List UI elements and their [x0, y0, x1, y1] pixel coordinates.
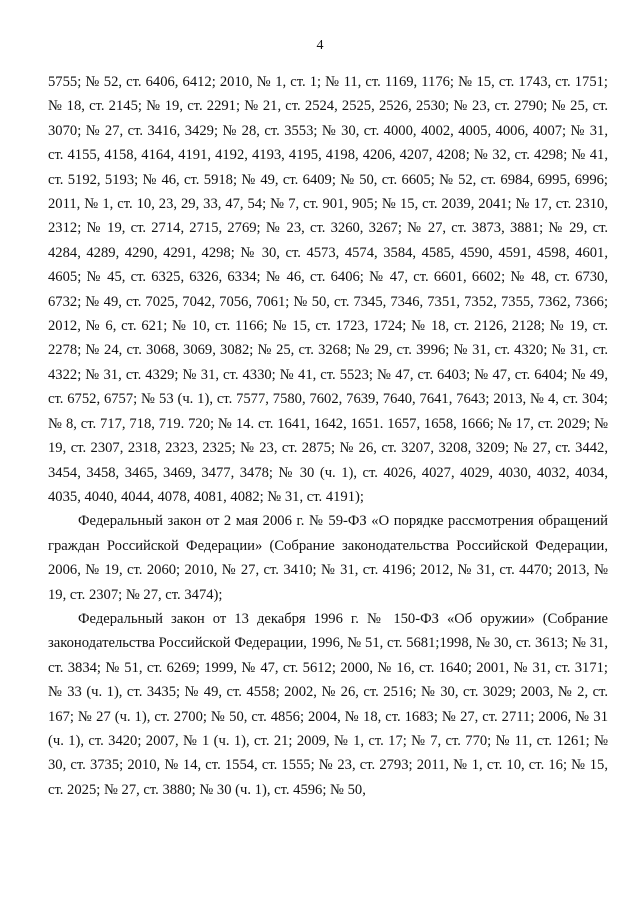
page-number: 4 [316, 38, 324, 53]
paragraph-law-59-fz: Федеральный закон от 2 мая 2006 г. № 59-ФЗ «О порядке рассмотрения обращений граждан Российской Федерации» (Собрание законодательства Российской Федерации, 2006, № 19, ст. 2060; 2010, № 27, ст. 3410; № 31, ст. 4196; 2012, № 31, ст. 4470; 2013, № 19, ст. 2307; № 27, ст. 3474); [48, 513, 608, 603]
document-body [48, 70, 608, 802]
paragraph-law-150-fz: Федеральный закон от 13 декабря 1996 г. № 150-ФЗ «Об оружии» (Собрание законодательства Российской Федерации, 1996, № 51, ст. 5681;1998, № 30, ст. 3613; № 31, ст. 3834; № 51, ст. 6269; 1999, № 47, ст. 5612; 2000, № 16, ст. 1640; 2001, № 31, ст. 3171; № 33 (ч. 1), ст. 3435; № 49, ст. 4558; 2002, № 26, ст. 2516; № 30, ст. 3029; 2003, № 2, ст. 167; № 27 (ч. 1), ст. 2700; № 50, ст. 4856; 2004, № 18, ст. 1683; № 27, ст. 2711; 2006, № 31 (ч. 1), ст. 3420; 2007, № 1 (ч. 1), ст. 21; 2009, № 1, ст. 17; № 7, ст. 770; № 11, ст. 1261; № 30, ст. 3735; 2010, № 14, ст. 1554, ст. 1555; № 23, ст. 2793; 2011, № 1, ст. 10, ст. 16; № 15, ст. 2025; № 27, ст. 3880; № 30 (ч. 1), ст. 4596; № 50, [48, 610, 608, 798]
paragraph-citations-continued: 5755; № 52, ст. 6406, 6412; 2010, № 1, ст. 1; № 11, ст. 1169, 1176; № 15, ст. 1743, ст. 1751; № 18, ст. 2145; № 19, ст. 2291; № 21, ст. 2524, 2525, 2526, 2530; № 23, ст. 2790; № 25, ст. 3070; № 27, ст. 3416, 3429; № 28, ст. 3553; № 30, ст. 4000, 4002, 4005, 4006, 4007; № 31, ст. 4155, 4158, 4164, 4191, 4192, 4193, 4195, 4198, 4206, 4207, 4208; № 32, ст. 4298; № 41, ст. 5192, 5193; № 46, ст. 5918; № 49, ст. 6409; № 50, ст. 6605; № 52, ст. 6984, 6995, 6996; 2011, № 1, ст. 10, 23, 29, 33, 47, 54; № 7, ст. 901, 905; № 15, ст. 2039, 2041; № 17, ст. 2310, 2312; № 19, ст. 2714, 2715, 2769; № 23, ст. 3260, 3267; № 27, ст. 3873, 3881; № 29, ст. 4284, 4289, 4290, 4291, 4298; № 30, ст. 4573, 4574, 3584, 4585, 4590, 4591, 4598, 4601, 4605; № 45, ст. 6325, 6326, 6334; № 46, ст. 6406; № 47, ст. 6601, 6602; № 48, ст. 6730, 6732; № 49, ст. 7025, 7042, 7056, 7061; № 50, ст. 7345, 7346, 7351, 7352, 7355, 7362, 7366; 2012, № 6, ст. 621; № 10, ст. 1166; № 15, ст. 1723, 1724; № 18, ст. 2126, 2128; № 19, ст. 2278; № 24, ст. 3068, 3069, 3082; № 25, ст. 3268; № 29, ст. 3996; № 31, ст. 4320; № 31, ст. 4322; № 31, ст. 4329; № 31, ст. 4330; № 41, ст. 5523; № 47, ст. 6403; № 47, ст. 6404; № 49, ст. 6752, 6757; № 53 (ч. 1), ст. 7577, 7580, 7602, 7639, 7640, 7641, 7643; 2013, № 4, ст. 304; № 8, ст. 717, 718, 719. 720; № 14. ст. 1641, 1642, 1651. 1657, 1658, 1666; № 17, ст. 2029; № 19, ст. 2307, 2318, 2323, 2325; № 23, ст. 2875; № 26, ст. 3207, 3208, 3209; № 27, ст. 3442, 3454, 3458, 3465, 3469, 3477, 3478; № 30 (ч. 1), ст. 4026, 4027, 4029, 4030, 4032, 4034, 4035, 4040, 4044, 4078, 4081, 4082; № 31, ст. 4191); [48, 74, 608, 505]
